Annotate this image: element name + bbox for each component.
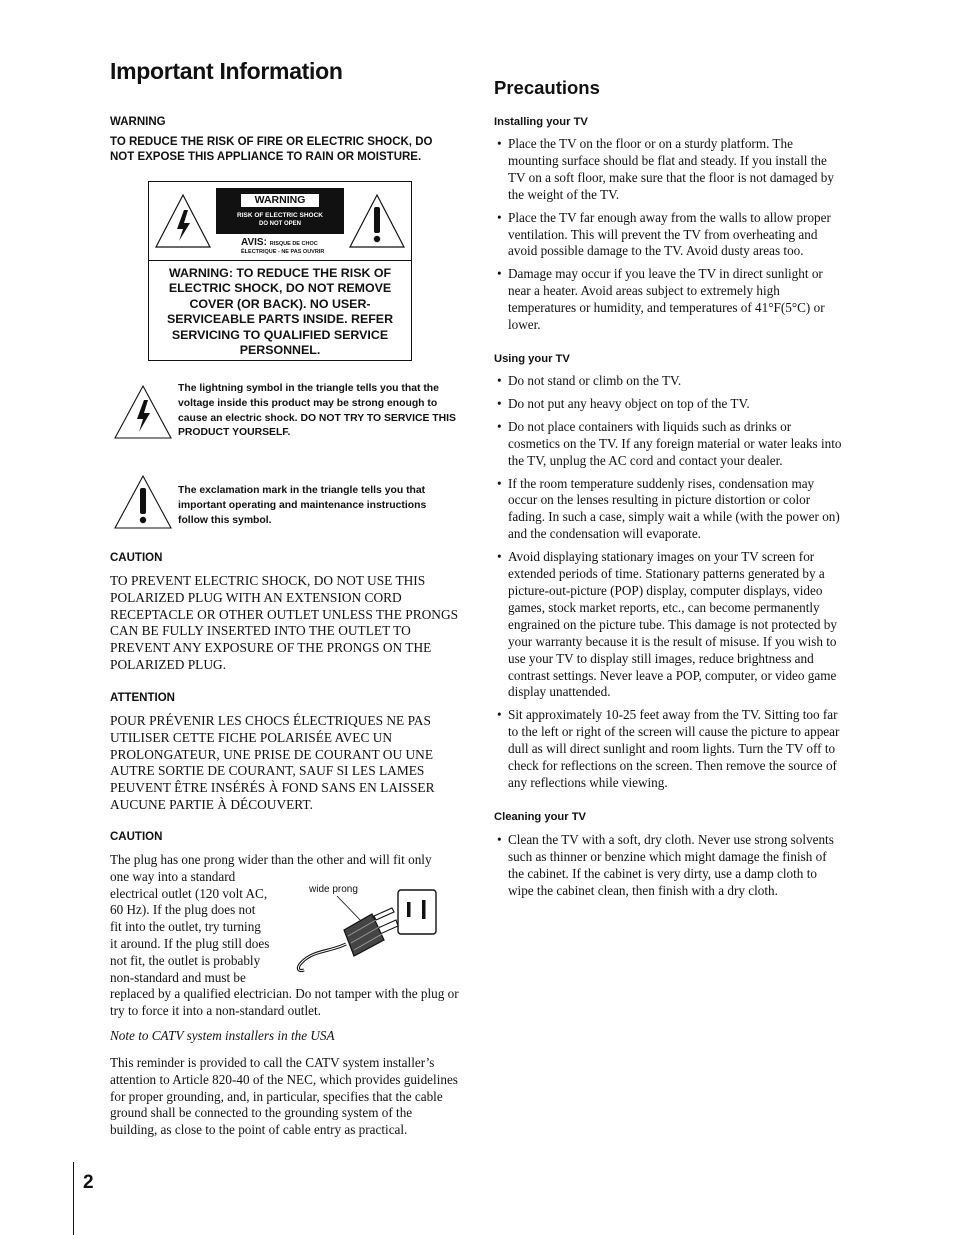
warning-box-body: WARNING: TO REDUCE THE RISK OF ELECTRIC SHOCK, DO NOT REMOVE COVER (OR BACK). NO USER-SERVICEABLE PARTS INSIDE. REFER SERVICING TO QUALIFIED SERVICE PERSONNEL.	[166, 266, 394, 358]
box-avis-small: RISQUE DE CHOC	[269, 241, 318, 247]
installing-heading: Installing your TV	[494, 116, 588, 128]
plug-caution-line: not fit, the outlet is probably	[110, 952, 261, 968]
list-item: • Place the TV on the floor or on a sturdy platform. The mounting surface should be flat and steady. If you install the TV on a soft floor, make sure that the floor is not damaged by the weight of the TV.	[495, 136, 845, 204]
list-item: • Do not stand or climb on the TV.	[495, 373, 845, 390]
plug-caution-tail: replaced by a qualified electrician. Do not tamper with the plug or try to force it into a non-standard outlet.	[110, 986, 459, 1019]
precautions-title: Precautions	[494, 77, 600, 98]
caution-label: CAUTION	[110, 552, 163, 564]
attention-label: ATTENTION	[110, 692, 175, 704]
box-avis-line2: ÉLECTRIQUE - NE PAS OUVRIR	[241, 249, 325, 255]
list-item: • Avoid displaying stationary images on your TV screen for extended periods of time. Stationary patterns generated by a picture-out-picture (POP) display, computer displays, video games, stock market reports, etc., can become permanently engrained on the picture tube. This damage is not protected by your warranty because it is the result of misuse. If you wish to use your TV to display still images, reduce brightness and contrast settings. Never leave a POP, computer, or video game display unattended.	[495, 549, 845, 701]
warning-label-plate	[216, 188, 344, 234]
list-item: • Do not place containers with liquids such as drinks or cosmetics on the TV. If any foreign material or water leaks into the TV, unplug the AC cord and contact your dealer.	[495, 419, 845, 470]
wide-prong-label: wide prong	[309, 884, 358, 895]
plug-caution-line: non-standard and must be	[110, 969, 246, 985]
list-item: • Place the TV far enough away from the walls to allow proper ventilation. This will prevent the TV from overheating and avoid possible damage to the TV. Avoid dusty areas too.	[495, 210, 845, 261]
plug-caution-line: fit into the outlet, try turning	[110, 919, 261, 935]
exclamation-triangle-icon	[113, 474, 173, 530]
box-label-line1: RISK OF ELECTRIC SHOCK	[237, 212, 323, 219]
cleaning-heading: Cleaning your TV	[494, 811, 586, 823]
warning-label: WARNING	[110, 116, 166, 128]
plug-caution-line: The plug has one prong wider than the other and will fit only	[110, 852, 432, 867]
plug-caution-line: 60 Hz). If the plug does not	[110, 902, 256, 918]
list-item: • Do not put any heavy object on top of the TV.	[495, 396, 845, 413]
list-item: • Clean the TV with a soft, dry cloth. Never use strong solvents such as thinner or benzine which might damage the finish of the cabinet. If the cabinet is very dirty, use a damp cloth to wipe the cabinet clean, then finish with a dry cloth.	[495, 832, 845, 900]
lightning-triangle-icon	[113, 384, 173, 440]
warning-box	[148, 181, 412, 361]
page-number: 2	[83, 1172, 94, 1193]
catv-heading: Note to CATV system installers in the USA	[110, 1028, 335, 1043]
caution-text: TO PREVENT ELECTRIC SHOCK, DO NOT USE THIS POLARIZED PLUG WITH AN EXTENSION CORD RECEPTACLE OR OTHER OUTLET UNLESS THE PRONGS CAN BE FULLY INSERTED INTO THE OUTLET TO PREVENT ANY EXPOSURE OF THE PRONGS ON THE POLARIZED PLUG.	[110, 573, 459, 672]
cleaning-list	[495, 832, 845, 906]
exclamation-note: The exclamation mark in the triangle tells you that important operating and maintenance instructions follow this symbol.	[178, 485, 427, 526]
plug-caution-line: it around. If the plug still does	[110, 935, 270, 951]
box-label-warning: WARNING	[241, 194, 320, 207]
warning-text: TO REDUCE THE RISK OF FIRE OR ELECTRIC SHOCK, DO NOT EXPOSE THIS APPLIANCE TO RAIN OR MOISTURE.	[110, 136, 433, 163]
plug-caution-line: one way into a standard	[110, 868, 236, 884]
attention-text: POUR PRÉVENIR LES CHOCS ÉLECTRIQUES NE PAS UTILISER CETTE FICHE POLARISÉE AVEC UN PROLONGATEUR, UNE PRISE DE COURANT OU UNE AUTRE SORTIE DE COURANT, SAUF SI LES LAMES PEUVENT ÊTRE INSÉRÉS À FOND SANS EN LAISSER AUCUNE PARTIE À DÉCOUVERT.	[110, 713, 435, 812]
warning-box-header	[149, 182, 411, 261]
list-item: • Sit approximately 10-25 feet away from the TV. Sitting too far to the left or right of the screen will cause the picture to appear dull as will direct sunlight and room lights. Turn the TV off to check for reflections on the screen. Then remove the source of any reflections while viewing.	[495, 707, 845, 792]
installing-list	[495, 136, 845, 340]
polarized-plug-icon	[292, 880, 442, 976]
box-avis	[241, 238, 318, 249]
using-heading: Using your TV	[494, 353, 570, 365]
box-label-line2: DO NOT OPEN	[258, 221, 301, 227]
using-list	[495, 373, 845, 798]
plug-caution-line: electrical outlet (120 volt AC,	[110, 885, 268, 901]
page-number-rule	[73, 1162, 74, 1235]
caution-label-2: CAUTION	[110, 831, 163, 843]
catv-text: This reminder is provided to call the CATV system installer’s attention to Article 820-40 of the NEC, which provides guidelines for proper grounding, and, in particular, specifies that the cable ground shall be connected to the grounding system of the building, as close to the point of cable entry as practical.	[110, 1055, 458, 1138]
lightning-note: The lightning symbol in the triangle tells you that the voltage inside this product may be strong enough to cause an electric shock. DO NOT TRY TO SERVICE THIS PRODUCT YOURSELF.	[178, 383, 456, 439]
list-item: • Damage may occur if you leave the TV in direct sunlight or near a heater. Avoid areas subject to extremely high temperatures or humidity, and temperatures of 41°F(5°C) or lower.	[495, 266, 845, 334]
page-title: Important Information	[110, 58, 343, 84]
exclamation-triangle-icon	[347, 192, 407, 250]
box-avis-word: AVIS:	[241, 237, 267, 248]
list-item: • If the room temperature suddenly rises, condensation may occur on the lenses resulting in picture distortion or color fading. In such a case, simply wait a while (with the power on) and the condensation will evaporate.	[495, 476, 845, 544]
lightning-triangle-icon	[153, 192, 213, 250]
